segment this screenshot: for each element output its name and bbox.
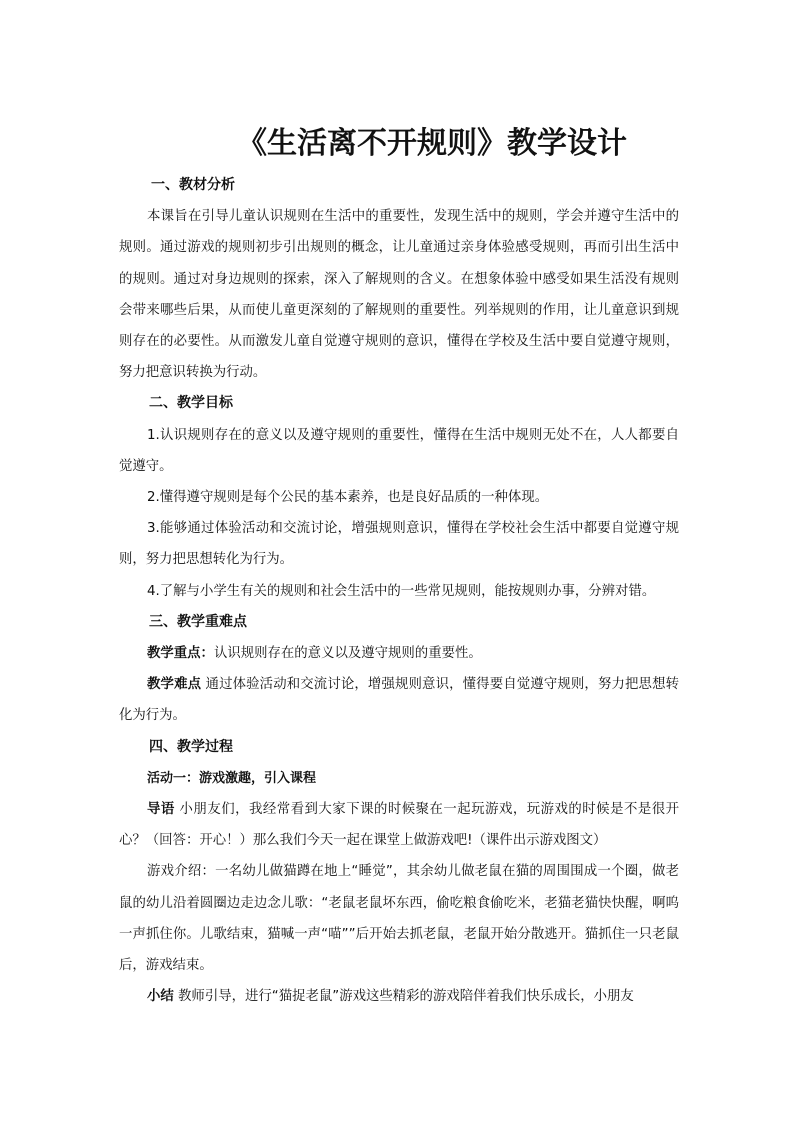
section-heading-key-points: 三、教学重难点 <box>149 613 247 630</box>
difficulty-paragraph <box>119 669 679 731</box>
difficulty-text: 通过体验活动和交流讨论，增强规则意识，懂得要自觉遵守规则，努力把思想转化为行为。 <box>119 677 680 724</box>
document-title: 《生活离不开规则》教学设计 <box>237 126 627 161</box>
key-point-paragraph <box>119 638 679 669</box>
section-heading-analysis: 一、教材分析 <box>151 177 235 193</box>
game-paragraph: 游戏介绍：一名幼儿做猫蹲在地上“睡觉”，其余幼儿做老鼠在猫的周围围成一个圈，做老鼠的幼儿沿着圆圈边走边念儿歌：“老鼠老鼠坏东西，偷吃粮食偷吃米，老猫老猫快快醒，啊呜一声抓住你。儿歌结束，猫喊一声“喵””后开始去抓老鼠，老鼠开始分散逃开。猫抓住一只老鼠后，游戏结束。 <box>119 864 679 974</box>
activity-heading: 活动一：游戏激趣，引入课程 <box>147 770 317 786</box>
intro-paragraph <box>119 794 679 856</box>
summary-text: 教师引导，进行“猫捉老鼠”游戏这些精彩的游戏陪伴着我们快乐成长，小朋友 <box>178 989 634 1005</box>
key-point-label: 教学重点： <box>147 646 214 662</box>
section-heading-process: 四、教学过程 <box>149 738 233 755</box>
goal-item-3: 3.能够通过体验活动和交流讨论，增强规则意识，懂得在学校社会生活中都要自觉遵守规则，努力把思想转化为行为。 <box>119 521 679 568</box>
summary-paragraph <box>119 981 679 1012</box>
analysis-paragraph: 本课旨在引导儿童认识规则在生活中的重要性，发现生活中的规则，学会并遵守生活中的规则。通过游戏的规则初步引出规则的概念，让儿童通过亲身体验感受规则，再而引出生活中的规则。通过对身边规则的探索，深入了解规则的含义。在想象体验中感受如果生活没有规则会带来哪些后果，从而使儿童更深刻的了解规则的重要性。列举规则的作用，让儿童意识到规则存在的必要性。从而激发儿童自觉遵守规则的意识，懂得在学校及生活中要自觉遵守规则，努力把意识转换为行动。 <box>119 209 679 381</box>
goal-item-1: 1.认识规则存在的意义以及遵守规则的重要性，懂得在生活中规则无处不在，人人都要自觉遵守。 <box>119 427 679 474</box>
document-body <box>119 170 679 1012</box>
goal-item-2: 2.懂得遵守规则是每个公民的基本素养，也是良好品质的一种体现。 <box>147 490 549 506</box>
intro-label: 导语 <box>147 802 175 818</box>
intro-text: 小朋友们，我经常看到大家下课的时候聚在一起玩游戏，玩游戏的时候是不是很开心？（回答：开心！）那么我们今天一起在课堂上做游戏吧!（课件出示游戏图文） <box>119 802 680 849</box>
summary-label: 小结 <box>147 989 174 1005</box>
key-point-text: 认识规则存在的意义以及遵守规则的重要性。 <box>213 646 482 662</box>
difficulty-label: 教学难点 <box>147 677 202 693</box>
goal-item-4: 4.了解与小学生有关的规则和社会生活中的一些常见规则，能按规则办事，分辨对错。 <box>147 583 656 599</box>
section-heading-goals: 二、教学目标 <box>149 395 233 412</box>
